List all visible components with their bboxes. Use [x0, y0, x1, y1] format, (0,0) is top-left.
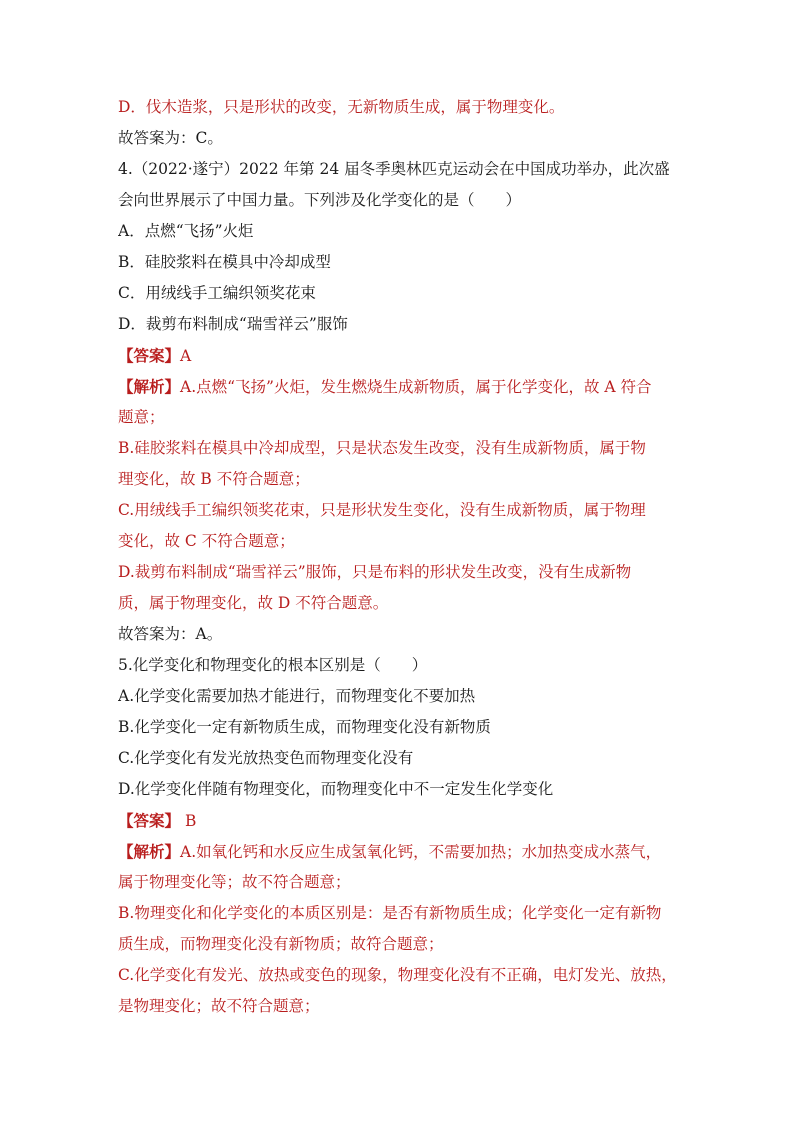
q5-analysis-b-line-2: 质生成，而物理变化没有新物质；故符合题意；: [118, 935, 444, 953]
q4-stem-line-1: 4.（2022·遂宁）2022 年第 24 届冬季奥林匹克运动会在中国成功举办，此次盛: [118, 160, 670, 178]
q5-option-b: B.化学变化一定有新物质生成，而物理变化没有新物质: [118, 718, 491, 736]
q3-option-d-explanation: D．伐木造浆，只是形状的改变，无新物质生成，属于物理变化。: [118, 98, 565, 116]
q4-analysis-d-line-2: 质，属于物理变化，故 D 不符合题意。: [118, 594, 389, 612]
q5-analysis-b-line-1: B.物理变化和化学变化的本质区别是：是否有新物质生成；化学变化一定有新物: [118, 904, 662, 922]
q4-analysis-a-text: A.点燃“飞扬”火炬，发生燃烧生成新物质，属于化学变化，故 A 符合: [180, 378, 652, 396]
q5-answer-label: 【答案】: [118, 811, 181, 830]
q4-answer-line: 故答案为：A。: [118, 625, 223, 643]
q5-answer-value: B: [180, 812, 197, 830]
q5-analysis-c-line-2: 是物理变化；故不符合题意；: [118, 997, 320, 1015]
q4-analysis-a-line-1: [118, 371, 678, 402]
q4-option-d: D．裁剪布料制成“瑞雪祥云”服饰: [118, 315, 348, 333]
q4-option-a: A．点燃“飞扬”火炬: [118, 222, 254, 240]
document-page: [118, 92, 678, 1022]
q4-analysis-c-line-2: 变化，故 C 不符合题意；: [118, 532, 295, 550]
q4-analysis-label: 【解析】: [118, 377, 181, 396]
q5-analysis-a-line-2: 属于物理变化等；故不符合题意；: [118, 873, 351, 891]
q4-analysis-b-line-1: B.硅胶浆料在模具中冷却成型，只是状态发生改变，没有生成新物质，属于物: [118, 439, 646, 457]
q5-option-a: A.化学变化需要加热才能进行，而物理变化不要加热: [118, 687, 476, 705]
q4-analysis-b-line-2: 理变化，故 B 不符合题意；: [118, 470, 310, 488]
q5-option-c: C.化学变化有发光放热变色而物理变化没有: [118, 749, 414, 767]
q4-answer-value: A: [180, 347, 192, 365]
q5-analysis-c-line-1: C.化学变化有发光、放热或变色的现象，物理变化没有不正确，电灯发光、放热，: [118, 966, 677, 984]
q4-answer-label: 【答案】: [118, 346, 181, 365]
q5-analysis-label: 【解析】: [118, 842, 181, 861]
q4-option-c: C．用绒线手工编织领奖花束: [118, 284, 316, 302]
q5-analysis-a-line-1: [118, 836, 678, 867]
q4-stem-line-2: 会向世界展示了中国力量。下列涉及化学变化的是（ ）: [118, 191, 522, 209]
q5-stem: 5.化学变化和物理变化的根本区别是（ ）: [118, 656, 428, 674]
q5-option-d: D.化学变化伴随有物理变化，而物理变化中不一定发生化学变化: [118, 780, 554, 798]
q4-analysis-c-line-1: C.用绒线手工编织领奖花束，只是形状发生变化，没有生成新物质，属于物理: [118, 501, 646, 519]
q4-analysis-d-line-1: D.裁剪布料制成“瑞雪祥云”服饰，只是布料的形状发生改变，没有生成新物: [118, 563, 632, 581]
q4-analysis-a-line-2: 题意；: [118, 408, 165, 426]
q3-answer-line: 故答案为：C。: [118, 129, 223, 147]
q5-answer: [118, 805, 678, 836]
q5-analysis-a-text: A.如氧化钙和水反应生成氢氧化钙，不需要加热；水加热变成水蒸气，: [180, 843, 662, 861]
q4-option-b: B．硅胶浆料在模具中冷却成型: [118, 253, 331, 271]
q4-answer: [118, 340, 678, 371]
